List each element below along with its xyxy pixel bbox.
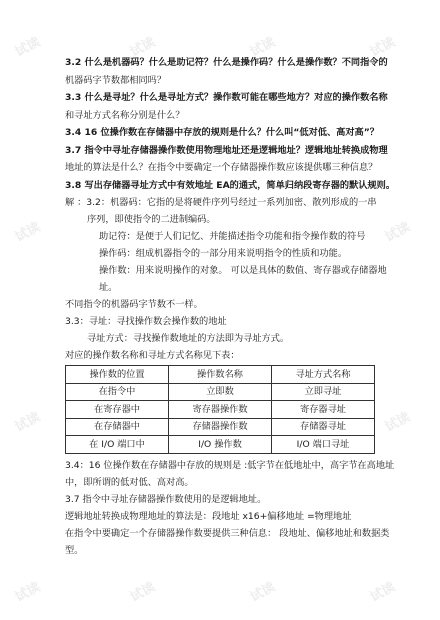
answer-3-7-line-2: 逻辑地址转换成物理地址的算法是：段地址 x16+偏移地址 =物理地址: [65, 511, 352, 522]
table-cell: 立即数: [169, 383, 272, 401]
question-3-3-line-2: 和寻址方式名称分别是什么？: [65, 110, 185, 121]
question-3-4: 3.4 16 位操作数在存储器中存放的规则是什么？什么叫“低对低、高对高”？: [65, 127, 379, 138]
answer-3-2-line-2: 序列，即使指令的二进制编码。: [87, 214, 216, 225]
table-row: [66, 383, 375, 401]
table-row: [66, 418, 375, 436]
answer-3-2-line-6: 址。: [99, 282, 118, 293]
table-cell: 立即寻址: [272, 383, 375, 401]
table-cell: I/O 操作数: [169, 436, 272, 454]
question-3-2-line-2: 机器码字节数都相同吗？: [65, 75, 167, 86]
answer-3-7-line-1: 3.7 指令中寻址存储器操作数使用的是逻辑地址。: [65, 494, 267, 505]
watermark: 试读: [127, 579, 158, 606]
answer-3-7-line-3: 在指令中要确定一个存储器操作数要提供三种信息： 段地址、偏移地址和数据类: [65, 528, 390, 539]
watermark: 试读: [382, 409, 413, 436]
answer-3-4-line-2: 中，即所谓的低对低、高对高。: [65, 477, 194, 488]
answer-3-2-line-1: 解 ：3.2：机器码：它指的是将硬件序列号经过一系列加密、散列形成的一串: [65, 197, 377, 208]
table-cell: 寄存器操作数: [169, 401, 272, 419]
question-3-8: 3.8 写出存储器寻址方式中有效地址 EA的通式，简单归纳段寄存器的默认规则。: [65, 180, 396, 191]
answer-3-3-line-3: 对应的操作数名称和寻址方式名称见下表：: [65, 350, 240, 361]
question-3-3-line-1: 3.3 什么是寻址？什么是寻址方式？操作数可能在哪些地方？对应的操作数名称: [65, 92, 388, 103]
table-cell: 在指令中: [66, 383, 169, 401]
table-header-cell: 操作数名称: [169, 366, 272, 384]
answer-3-3-line-1: 3.3：寻址：寻找操作数会操作数的地址: [65, 316, 227, 327]
table-row: [66, 436, 375, 454]
watermark: 试读: [367, 579, 398, 606]
answer-3-2-line-5: 操作数：用来说明操作的对象。 可以是具体的数值、寄存器或存储器地: [99, 265, 387, 276]
question-3-2-line-1: 3.2 什么是机器码？什么是助记符？什么是操作码？什么是操作数？不同指令的: [65, 57, 388, 68]
watermark: 试读: [12, 579, 43, 606]
watermark: 试读: [12, 34, 43, 61]
answer-3-7-line-4: 型。: [65, 545, 84, 556]
table-cell: 存储器操作数: [169, 418, 272, 436]
table-row: [66, 401, 375, 419]
table-cell: 在寄存器中: [66, 401, 169, 419]
watermark: 试读: [247, 34, 278, 61]
answer-3-2-line-7: 不同指令的机器码字节数不一样。: [65, 299, 203, 310]
table-cell: 在 I/O 端口中: [66, 436, 169, 454]
watermark: 试读: [127, 34, 158, 61]
question-3-7-line-1: 3.7 指令中寻址存储器操作数使用物理地址还是逻辑地址？逻辑地址转换成物理: [65, 145, 388, 156]
table-header-cell: 操作数的位置: [66, 366, 169, 384]
table-cell: I/O 端口寻址: [272, 436, 375, 454]
watermark: 试读: [367, 34, 398, 61]
table-header-cell: 寻址方式名称: [272, 366, 375, 384]
watermark: 试读: [12, 219, 43, 246]
answer-3-3-line-2: 寻址方式：寻找操作数地址的方法即为寻址方式。: [87, 333, 290, 344]
table-cell: 寄存器寻址: [272, 401, 375, 419]
table-cell: 存储器寻址: [272, 418, 375, 436]
table-header-row: [66, 366, 375, 384]
operand-table: [65, 365, 375, 454]
answer-3-2-line-4: 操作码：组成机器指令的一部分用来说明指令的性质和功能。: [99, 248, 348, 259]
watermark: 试读: [382, 219, 413, 246]
answer-3-4-line-1: 3.4：16 位操作数在存储器中存放的规则是 :低字节在低地址中，高字节在高地址: [65, 460, 395, 471]
answer-3-2-line-3: 助记符：是便于人们记忆、并能描述指令功能和指令操作数的符号: [99, 231, 366, 242]
question-3-7-line-2: 地址的算法是什么？在指令中要确定一个存储器操作数应该提供哪三种信息？: [65, 162, 378, 173]
watermark: 试读: [12, 409, 43, 436]
table-cell: 在存储器中: [66, 418, 169, 436]
watermark: 试读: [247, 579, 278, 606]
